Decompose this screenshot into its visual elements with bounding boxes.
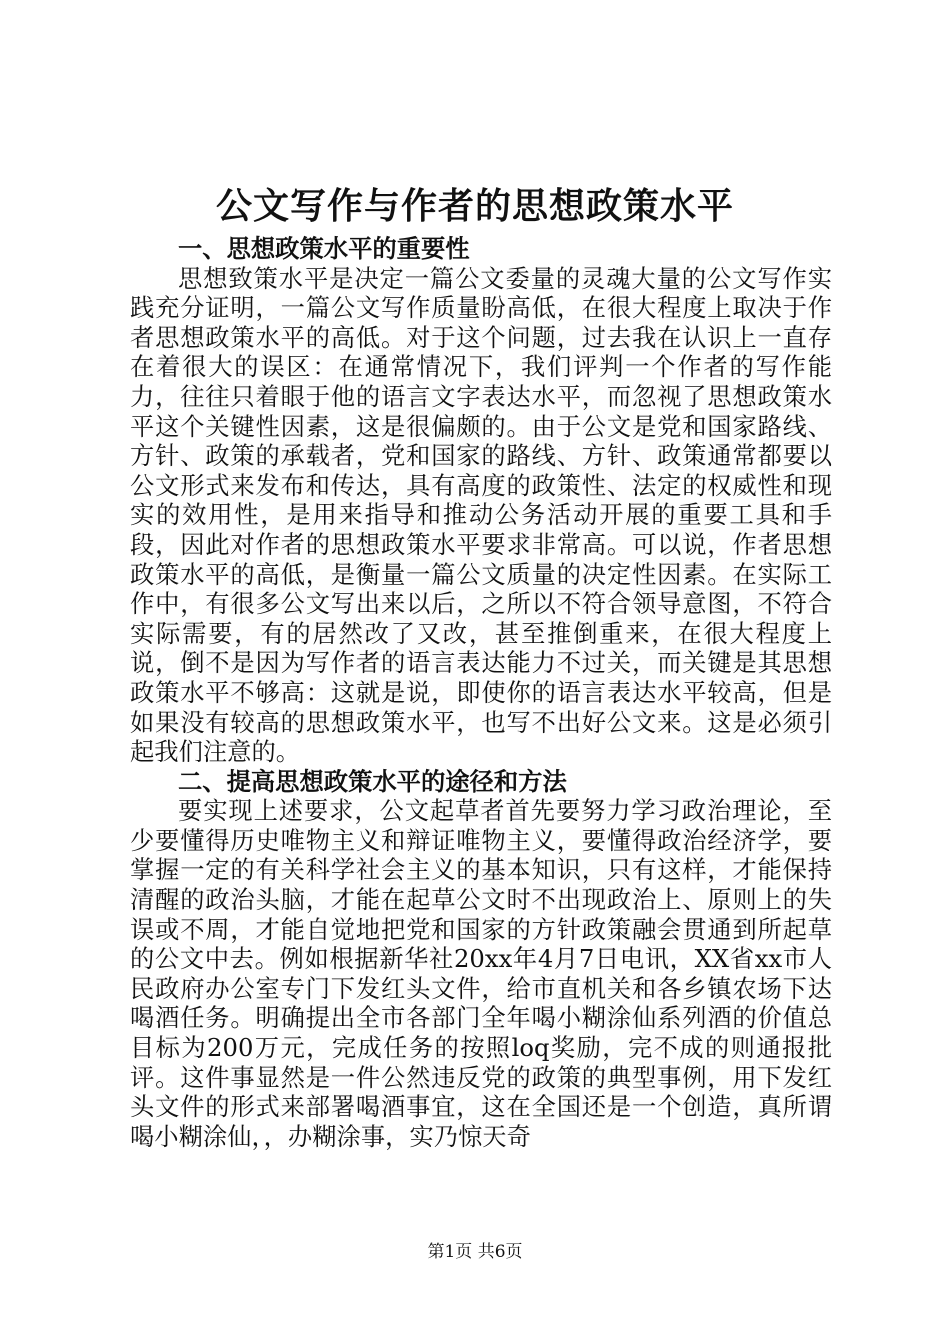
- document-body: [130, 234, 832, 1151]
- section-heading-1: 一、思想政策水平的重要性: [178, 234, 470, 263]
- page-number-footer: 第1页 共6页: [427, 1242, 523, 1262]
- section-heading-2: 二、提高思想政策水平的途径和方法: [178, 766, 567, 796]
- document-title: 公文写作与作者的思想政策水平: [215, 186, 734, 227]
- section-paragraph-2: 要实现上述要求，公文起草者首先要努力学习政治理论，至少要懂得历史唯物主义和辩证唯物主义，要懂得政治经济学，要掌握一定的有关科学社会主义的基本知识，只有这样，才能保持清醒的政治头脑，才能在起草公文时不出现政治上、原则上的失误或不周，才能自觉地把党和国家的方针政策融会贯通到所起草的公文中去。例如根据新华社20xx年4月7日电讯，XX省xx市人民政府办公室专门下发红头文件，给市直机关和各乡镇农场下达喝酒任务。明确提出全市各部门全年喝小糊涂仙系列酒的价值总目标为200万元，完成任务的按照loq奖励，完不成的则通报批评。这件事显然是一件公然违反党的政策的典型事例，用下发红头文件的形式来部署喝酒事宜，这在全国还是一个创造，真所谓喝小糊涂仙，，办糊涂事，实乃惊天奇: [130, 796, 832, 1151]
- section-paragraph-1: 思想致策水平是决定一篇公文委量的灵魂大量的公文写作实践充分证明，一篇公文写作质量盼高低，在很大程度上取决于作者思想政策水平的高低。对于这个问题，过去我在认识上一直存在着很大的误区：在通常情况下，我们评判一个作者的写作能力，往往只着眼于他的语言文字表达水平，而忽视了思想政策水平这个关键性因素，这是很偏颇的。由于公文是党和国家路线、方针、政策的承载者，党和国家的路线、方针、政策通常都要以公文形式来发布和传达，具有高度的政策性、法定的权威性和现实的效用性，是用来指导和推动公务活动开展的重要工具和手段，因此对作者的思想政策水平要求非常高。可以说，作者思想政策水平的高低，是衡量一篇公文质量的决定性因素。在实际工作中，有很多公文写出来以后，之所以不符合领导意图，不符合实际需要，有的居然改了又改，甚至推倒重来，在很大程度上说，倒不是因为写作者的语言表达能力不过关，而关键是其思想政策水平不够高：这就是说，即使你的语言表达水平较高，但是如果没有较高的思想政策水平，也写不出好公文来。这是必须引起我们注意的。: [130, 263, 832, 767]
